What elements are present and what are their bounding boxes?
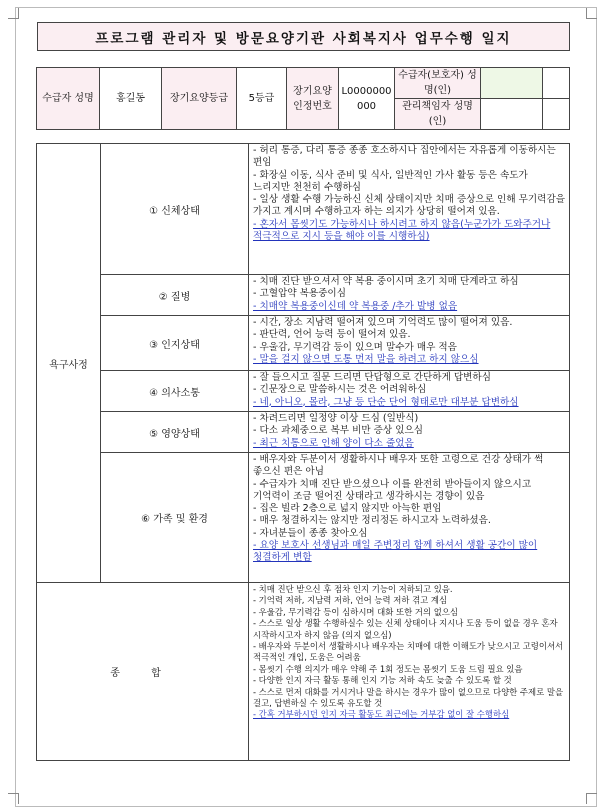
manager-signature-label: 관리책임자 성명(인): [395, 99, 481, 130]
category-nutrition: ⑤ 영양상태: [101, 412, 249, 453]
summary-line: - 몸씻기 수행 의지가 매우 약해 주 1회 정도는 몸씻기 도움 드림 필요 있음: [253, 663, 523, 674]
detail-nutrition: [249, 412, 570, 453]
detail-family-environment: [249, 453, 570, 583]
document-title: 프로그램 관리자 및 방문요양기관 사회복지사 업무수행 일지: [37, 22, 570, 51]
detail-line: - 일상 생활 수행 가능하신 신체 상태이지만 치매 증상으로 인해 무기력감을 가지고 계시며 수행하고자 하는 의지가 상당히 떨어져 있음.: [253, 194, 565, 218]
grade-value: 5등급: [237, 68, 287, 130]
detail-disease: [249, 275, 570, 316]
recipient-info-table: [36, 67, 570, 130]
category-cognition: ③ 인지상태: [101, 316, 249, 371]
summary-line: - 치매 진단 받으신 후 점차 인지 기능이 저하되고 있음.: [253, 584, 453, 594]
detail-line-highlight: - 요양 보호사 선생님과 매일 주변정리 함께 하셔서 생활 공간이 많이 청결하게 변함: [253, 540, 538, 564]
detail-line: - 판단력, 언어 능력 등이 떨어져 있음.: [253, 329, 411, 341]
crop-mark: [8, 793, 19, 804]
detail-line: - 치매 진단 받으셔서 약 복용 중이시며 초기 치매 단계라고 하심: [253, 276, 519, 287]
manager-signature-field[interactable]: [481, 99, 543, 130]
detail-line-highlight: - 네, 아니오, 몰라, 그냥 등 단순 단어 형태로만 대부분 답변하심: [253, 396, 519, 408]
summary-line: - 스스로 먼저 대화를 거시거나 말을 하시는 경우가 많이 없으므로 다양한 주제로 말을 걸고, 답변하실 수 있도록 유도할 것: [253, 686, 564, 709]
grade-label: 장기요양등급: [162, 68, 237, 130]
detail-line: - 허리 통증, 다리 통증 종종 호소하시나 집안에서는 자유롭게 이동하시는 편임: [253, 145, 556, 169]
detail-line: - 우울감, 무기력감 등이 있으며 말수가 매우 적음: [253, 341, 457, 353]
summary-line: - 기억력 저하, 지남력 저하, 언어 능력 저하 겪고 계심: [253, 595, 448, 606]
detail-line: - 잘 들으시고 질문 드리면 단답형으로 간단하게 답변하심: [253, 372, 491, 383]
summary-detail: [249, 583, 570, 761]
recipient-name-label: 수급자 성명: [37, 68, 100, 130]
manager-signature-blank: [543, 99, 570, 130]
detail-line: - 고혈압약 복용중이심: [253, 288, 346, 300]
summary-line: - 우울감, 무기력감 등이 심하시며 대화 또한 거의 없으심: [253, 606, 458, 617]
detail-line: - 매우 청결하지는 않지만 정리정돈 하시고자 노력하셨음.: [253, 515, 491, 527]
needs-assessment-table: [36, 143, 570, 761]
crop-mark: [8, 8, 19, 19]
detail-line: - 차려드리면 일정양 이상 드심 (일반식): [253, 413, 419, 424]
crop-mark: [586, 8, 597, 19]
summary-label: 종 합: [37, 583, 249, 761]
recipient-signature-label: 수급자(보호자) 성명(인): [395, 68, 481, 99]
cert-number-label: 장기요양 인정번호: [287, 68, 339, 130]
recipient-name-value: 홍길동: [100, 68, 162, 130]
detail-line-highlight: - 혼자서 몸씻기도 가능하시나 하시려고 하지 않음(누군가가 도와주거나 적극적으로 지시 등을 해야 이를 시행하심): [253, 218, 551, 243]
detail-line: - 화장실 이동, 식사 준비 및 식사, 일반적인 가사 활동 등은 속도가 느리지만 천천히 수행하심: [253, 169, 528, 193]
summary-line: - 배우자와 두분이서 생활하시나 배우자는 치매에 대한 이해도가 낮으시고 고령이셔서 적극적인 개입, 도움은 어려움: [253, 641, 564, 663]
category-communication: ④ 의사소통: [101, 371, 249, 412]
crop-mark: [586, 793, 597, 804]
summary-line-highlight: - 간혹 거부하시던 인지 자극 활동도 최근에는 거부감 없이 잘 수행하심: [253, 709, 510, 720]
detail-line: - 집은 빌라 2층으로 넓지 않지만 아늑한 편임: [253, 503, 442, 515]
recipient-signature-field[interactable]: [481, 68, 543, 99]
detail-line: - 시간, 장소 지남력 떨어져 있으며 기억력도 많이 떨어져 있음.: [253, 317, 513, 328]
summary-line: - 다양한 인지 자극 활동 통해 인지 기능 저하 속도 늦출 수 있도록 할 것: [253, 675, 512, 686]
detail-physical: [249, 144, 570, 275]
detail-cognition: [249, 316, 570, 371]
category-disease: ② 질병: [101, 275, 249, 316]
detail-line: - 배우자와 두분이서 생활하시나 배우자 또한 고령으로 건강 상태가 썩 좋으신 편은 아님: [253, 454, 544, 478]
detail-line: - 다소 과체중으로 복부 비만 증상 있으심: [253, 425, 424, 437]
cert-number-value: L0000000000: [339, 68, 395, 130]
detail-line: - 자녀분들이 종종 찾아오심: [253, 527, 368, 539]
category-physical: ① 신체상태: [101, 144, 249, 275]
detail-line-highlight: - 말을 걸지 않으면 도통 먼저 말을 하려고 하지 않으심: [253, 353, 479, 365]
needs-label: 욕구사정: [37, 144, 101, 583]
category-family-environment: ⑥ 가족 및 환경: [101, 453, 249, 583]
detail-communication: [249, 371, 570, 412]
detail-line-highlight: - 최근 치통으로 인해 양이 다소 줄었음: [253, 437, 414, 449]
recipient-signature-blank: [543, 68, 570, 99]
detail-line: - 수급자가 치매 진단 받으셨으나 이를 완전히 받아들이지 않으시고 기억력이 조금 떨어진 상태라고 생각하시는 경향이 있음: [253, 478, 532, 502]
detail-line-highlight: - 치매약 복용중이신데 약 복용중 /추가 발병 없음: [253, 300, 458, 312]
detail-line: - 긴문장으로 말씀하시는 것은 어려워하심: [253, 384, 427, 396]
summary-line: - 스스로 일상 생활 수행하실수 있는 신체 상태이나 지시나 도움 등이 없을 경우 혼자 시작하시고자 하지 않음 (의지 없으심): [253, 618, 558, 640]
